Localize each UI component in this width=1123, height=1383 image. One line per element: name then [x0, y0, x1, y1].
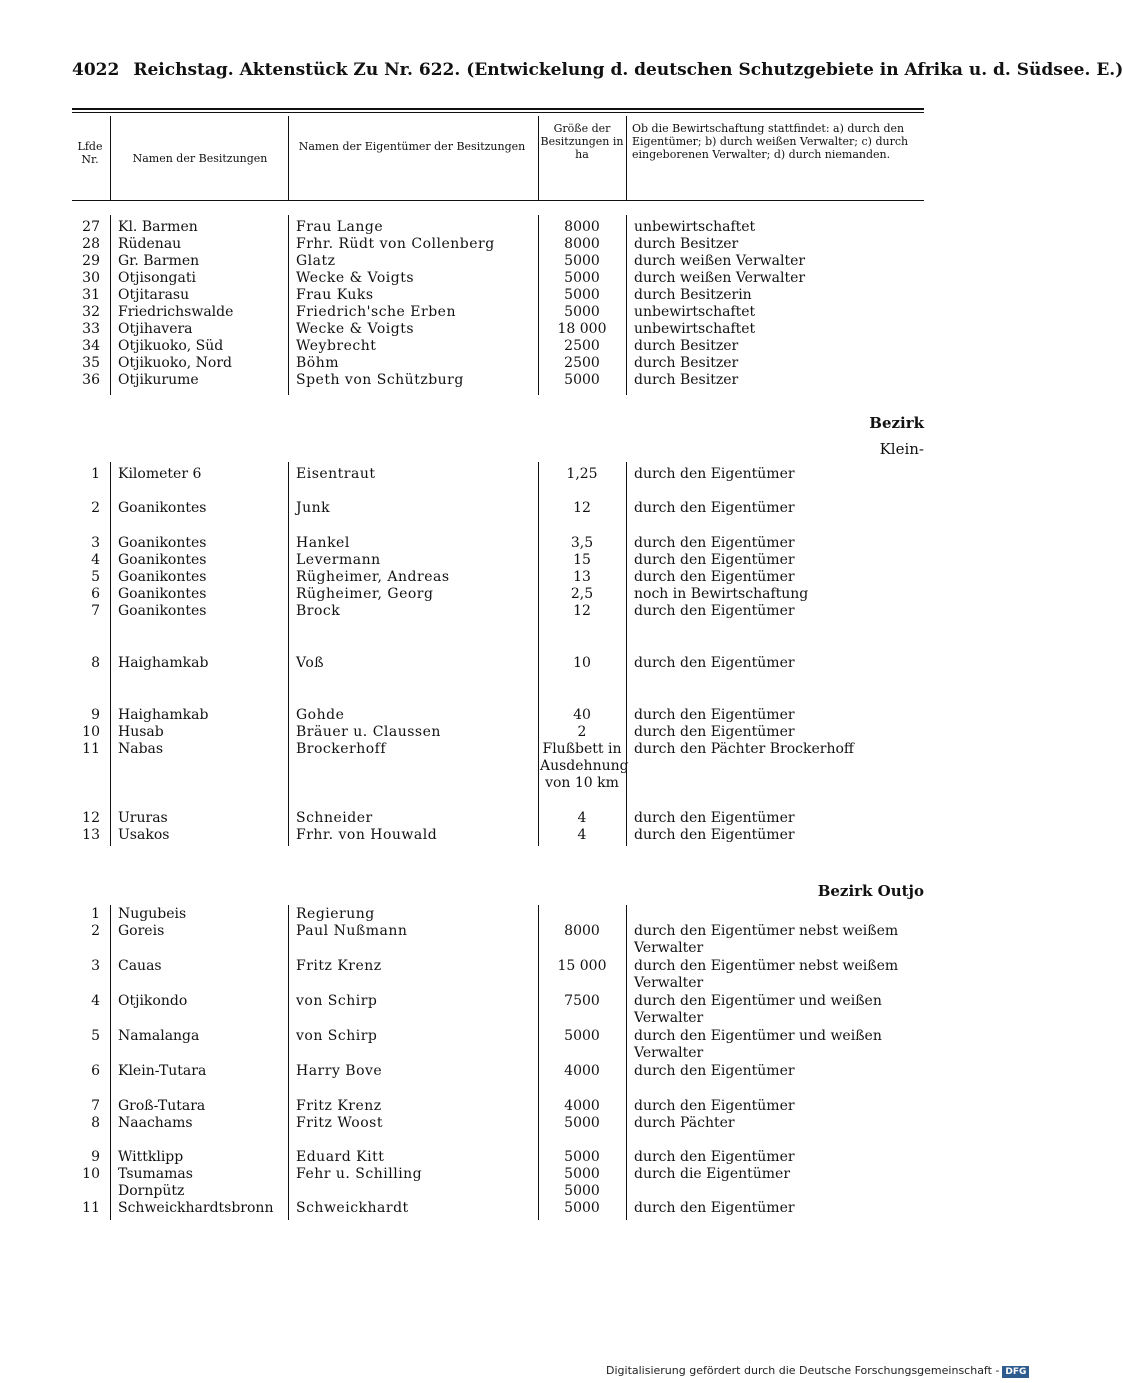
- cell-how: durch den Eigentümer und weißen Verwalter: [634, 993, 882, 1026]
- table-row: [72, 253, 932, 270]
- cell-how: durch Besitzer: [634, 338, 739, 354]
- cell-name: Kl. Barmen: [118, 219, 198, 235]
- cell-name: Goanikontes: [118, 535, 207, 551]
- cell-name: Dornpütz: [118, 1183, 185, 1199]
- table-row: [72, 304, 932, 321]
- page-title: Reichstag. Aktenstück Zu Nr. 622. (Entwickelung d. deutschen Schutzgebiete in Afrika u. d. Südsee. E.): [133, 60, 1123, 80]
- cell-owner: Frau Kuks: [296, 287, 374, 303]
- cell-size: 5000: [564, 287, 600, 303]
- table-row: [72, 1149, 932, 1166]
- cell-no: 28: [82, 236, 100, 252]
- cell-how: durch Pächter: [634, 1115, 735, 1131]
- cell-size: 12: [573, 500, 591, 516]
- cell-size: 15: [573, 552, 591, 568]
- cell-owner: Schneider: [296, 810, 373, 826]
- footer-credit: [606, 1364, 1029, 1378]
- cell-owner: Fehr u. Schilling: [296, 1166, 423, 1182]
- cell-no: 4: [91, 552, 100, 568]
- table-row: [72, 1115, 932, 1132]
- cell-owner: Hankel: [296, 535, 350, 551]
- cell-owner: Bräuer u. Claussen: [296, 724, 441, 740]
- table-row: [72, 603, 932, 620]
- cell-how: durch den Eigentümer: [634, 1063, 795, 1079]
- footer-text: Digitalisierung gefördert durch die Deutsche Forschungsgemeinschaft -: [606, 1364, 1000, 1377]
- cell-size: 10: [573, 655, 591, 671]
- cell-no: 7: [91, 603, 100, 619]
- cell-size: 3,5: [570, 535, 594, 551]
- table-row: [72, 810, 932, 827]
- cell-how: durch Besitzer: [634, 355, 739, 371]
- cell-name: Schweickhardtsbronn: [118, 1200, 274, 1216]
- cell-how: durch den Eigentümer: [634, 810, 795, 826]
- cell-how: durch den Eigentümer: [634, 1149, 795, 1165]
- cell-how: durch den Eigentümer: [634, 1200, 795, 1216]
- cell-no: 4: [91, 993, 100, 1009]
- cell-no: 12: [82, 810, 100, 826]
- cell-owner: Fritz Krenz: [296, 958, 382, 974]
- colhead-how: Ob die Bewirtschaftung stattfindet: a) durch den Eigentümer; b) durch weißen Verwalter; c) durch eingeborenen Verwalter; d) durch niemanden.: [632, 122, 909, 161]
- colhead-no: Lfde Nr.: [77, 140, 103, 166]
- dfg-logo: DFG: [1002, 1366, 1029, 1378]
- cell-name: Otjihavera: [118, 321, 193, 337]
- cell-how: durch den Eigentümer nebst weißem Verwalter: [634, 923, 899, 956]
- table-row: [72, 500, 932, 517]
- cell-owner: Frhr. von Houwald: [296, 827, 438, 843]
- cell-no: 9: [91, 1149, 100, 1165]
- cell-owner: Brockerhoff: [296, 741, 387, 757]
- cell-how: durch den Eigentümer und weißen Verwalter: [634, 1028, 882, 1061]
- cell-owner: Frau Lange: [296, 219, 384, 235]
- cell-name: Goanikontes: [118, 586, 207, 602]
- cell-size: 40: [573, 707, 591, 723]
- cell-no: 2: [91, 500, 100, 516]
- cell-owner: Glatz: [296, 253, 336, 269]
- cell-owner: Fritz Krenz: [296, 1098, 382, 1114]
- cell-owner: Rügheimer, Georg: [296, 586, 434, 602]
- cell-name: Husab: [118, 724, 164, 740]
- cell-name: Nugubeis: [118, 906, 187, 922]
- table-row: [72, 655, 932, 672]
- cell-size: 8000: [564, 219, 600, 235]
- table-row: [72, 552, 932, 569]
- table-row: [72, 270, 932, 287]
- table-row: [72, 586, 932, 603]
- table-row: [72, 906, 932, 923]
- cell-size: 5000: [564, 253, 600, 269]
- cell-no: 36: [82, 372, 100, 388]
- cell-how: durch Besitzer: [634, 236, 739, 252]
- cell-no: 1: [91, 466, 100, 482]
- colhead-name: Namen der Besitzungen: [132, 152, 268, 165]
- cell-name: Otjikuoko, Süd: [118, 338, 224, 354]
- cell-no: 7: [91, 1098, 100, 1114]
- cell-no: 5: [91, 1028, 100, 1044]
- cell-no: 35: [82, 355, 100, 371]
- page-header: [72, 60, 1123, 80]
- cell-no: 11: [82, 741, 100, 757]
- table-row: [72, 1166, 932, 1183]
- cell-how: durch den Eigentümer: [634, 1098, 795, 1114]
- cell-no: 5: [91, 569, 100, 585]
- cell-no: 10: [82, 724, 100, 740]
- cell-no: 32: [82, 304, 100, 320]
- cell-name: Cauas: [118, 958, 162, 974]
- table-row: [72, 569, 932, 586]
- cell-how: unbewirtschaftet: [634, 219, 756, 235]
- table-row: [72, 236, 932, 253]
- cell-name: Ururas: [118, 810, 168, 826]
- cell-no: 29: [82, 253, 100, 269]
- cell-size: 4000: [564, 1063, 600, 1079]
- cell-name: Otjikondo: [118, 993, 188, 1009]
- cell-how: durch weißen Verwalter: [634, 253, 806, 269]
- cell-owner: Schweickhardt: [296, 1200, 409, 1216]
- cell-owner: Speth von Schützburg: [296, 372, 464, 388]
- cell-owner: Voß: [296, 655, 325, 671]
- colhead-owner: Namen der Eigentümer der Besitzungen: [298, 140, 526, 153]
- cell-how: unbewirtschaftet: [634, 321, 756, 337]
- cell-owner: Eduard Kitt: [296, 1149, 385, 1165]
- cell-owner: Harry Bove: [296, 1063, 383, 1079]
- cell-how: durch den Eigentümer: [634, 466, 795, 482]
- cell-name: Otjikuoko, Nord: [118, 355, 232, 371]
- cell-no: 10: [82, 1166, 100, 1182]
- cell-no: 11: [82, 1200, 100, 1216]
- cell-size: 5000: [564, 304, 600, 320]
- cell-how: durch den Eigentümer: [634, 569, 795, 585]
- cell-name: Goreis: [118, 923, 165, 939]
- table-row: [72, 355, 932, 372]
- cell-size: 5000: [564, 1200, 600, 1216]
- cell-size: 5000: [564, 1115, 600, 1131]
- cell-name: Nabas: [118, 741, 164, 757]
- table-row: [72, 321, 932, 338]
- cell-size: 2500: [564, 355, 600, 371]
- cell-name: Gr. Barmen: [118, 253, 200, 269]
- cell-no: 9: [91, 707, 100, 723]
- section-heading-outjo: Bezirk Outjo: [817, 882, 924, 900]
- table-row: [72, 958, 932, 992]
- cell-owner: Frhr. Rüdt von Collenberg: [296, 236, 495, 252]
- cell-how: durch den Pächter Brockerhoff: [634, 741, 854, 757]
- table-row: [72, 827, 932, 844]
- cell-no: 30: [82, 270, 100, 286]
- table-row: [72, 338, 932, 355]
- cell-name: Namalanga: [118, 1028, 200, 1044]
- cell-name: Otjitarasu: [118, 287, 190, 303]
- cell-owner: von Schirp: [296, 1028, 378, 1044]
- table-row: [72, 741, 932, 809]
- cell-size: 4: [577, 827, 587, 843]
- cell-owner: Rügheimer, Andreas: [296, 569, 450, 585]
- cell-how: durch Besitzer: [634, 372, 739, 388]
- cell-name: Wittklipp: [118, 1149, 184, 1165]
- cell-owner: Paul Nußmann: [296, 923, 408, 939]
- cell-name: Goanikontes: [118, 552, 207, 568]
- cell-name: Groß-Tutara: [118, 1098, 206, 1114]
- cell-how: durch den Eigentümer: [634, 603, 795, 619]
- cell-name: Haighamkab: [118, 707, 209, 723]
- cell-owner: Regierung: [296, 906, 375, 922]
- cell-size: 5000: [564, 372, 600, 388]
- table-row: [72, 287, 932, 304]
- cell-size: 18 000: [557, 321, 607, 337]
- header-rule-top: [72, 108, 924, 110]
- cell-name: Goanikontes: [118, 569, 207, 585]
- cell-owner: Friedrich'sche Erben: [296, 304, 456, 320]
- cell-how: durch weißen Verwalter: [634, 270, 806, 286]
- cell-name: Friedrichswalde: [118, 304, 234, 320]
- cell-name: Naachams: [118, 1115, 193, 1131]
- col-divider: [110, 116, 111, 200]
- column-header-rule: [72, 200, 924, 201]
- cell-how: durch den Eigentümer: [634, 535, 795, 551]
- cell-name: Tsumamas: [118, 1166, 193, 1182]
- cell-how: unbewirtschaftet: [634, 304, 756, 320]
- cell-owner: Eisentraut: [296, 466, 376, 482]
- cell-owner: Fritz Woost: [296, 1115, 383, 1131]
- table-row: [72, 993, 932, 1027]
- cell-how: durch den Eigentümer: [634, 707, 795, 723]
- cell-size: 5000: [564, 1183, 600, 1199]
- col-divider: [538, 116, 539, 200]
- cell-size: 8000: [564, 236, 600, 252]
- cell-owner: Gohde: [296, 707, 345, 723]
- col-divider: [626, 116, 627, 200]
- section-heading-bezirk: Bezirk: [869, 414, 924, 432]
- cell-how: durch den Eigentümer: [634, 827, 795, 843]
- cell-size: 12: [573, 603, 591, 619]
- cell-no: 1: [91, 906, 100, 922]
- cell-name: Otjikurume: [118, 372, 199, 388]
- cell-owner: Weybrecht: [296, 338, 377, 354]
- cell-size: 13: [573, 569, 591, 585]
- cell-size: 1,25: [566, 466, 598, 482]
- cell-no: 13: [82, 827, 100, 843]
- cell-owner: Levermann: [296, 552, 381, 568]
- colhead-size: Größe der Besitzungen in ha: [540, 122, 624, 161]
- cell-name: Goanikontes: [118, 500, 207, 516]
- cell-no: 33: [82, 321, 100, 337]
- cell-size: 7500: [564, 993, 600, 1009]
- cell-owner: Wecke & Voigts: [296, 321, 415, 337]
- cell-name: Kilometer 6: [118, 466, 202, 482]
- cell-no: 3: [91, 535, 100, 551]
- cell-owner: Böhm: [296, 355, 340, 371]
- cell-size: 8000: [564, 923, 600, 939]
- cell-name: Rüdenau: [118, 236, 182, 252]
- cell-size: 5000: [564, 270, 600, 286]
- cell-how: durch die Eigentümer: [634, 1166, 791, 1182]
- cell-size: 2500: [564, 338, 600, 354]
- cell-size: 5000: [564, 1028, 600, 1044]
- cell-how: durch den Eigentümer: [634, 500, 795, 516]
- cell-how: durch den Eigentümer: [634, 724, 795, 740]
- page-number: 4022: [72, 60, 120, 80]
- table-row: [72, 1063, 932, 1080]
- cell-how: durch Besitzerin: [634, 287, 752, 303]
- table-row: [72, 372, 932, 389]
- cell-size: 2,5: [570, 586, 594, 602]
- section-heading-klein: Klein-: [879, 440, 924, 458]
- cell-how: durch den Eigentümer: [634, 655, 795, 671]
- cell-size: 2: [577, 724, 587, 740]
- table-row: [72, 219, 932, 236]
- cell-no: 8: [91, 1115, 100, 1131]
- cell-size: 15 000: [557, 958, 607, 974]
- table-row: [72, 1028, 932, 1062]
- cell-name: Otjisongati: [118, 270, 196, 286]
- cell-name: Klein-Tutara: [118, 1063, 207, 1079]
- cell-no: 6: [91, 586, 100, 602]
- cell-owner: Wecke & Voigts: [296, 270, 415, 286]
- cell-no: 34: [82, 338, 100, 354]
- cell-owner: Brock: [296, 603, 341, 619]
- table-row: [72, 1183, 932, 1200]
- table-row: [72, 1200, 932, 1217]
- cell-how: durch den Eigentümer: [634, 552, 795, 568]
- cell-no: 31: [82, 287, 100, 303]
- cell-no: 8: [91, 655, 100, 671]
- cell-size: 4: [577, 810, 587, 826]
- cell-no: 3: [91, 958, 100, 974]
- table-row: [72, 707, 932, 724]
- cell-size: Flußbett in Ausdehnung von 10 km: [540, 741, 629, 791]
- cell-name: Haighamkab: [118, 655, 209, 671]
- cell-no: 6: [91, 1063, 100, 1079]
- cell-name: Goanikontes: [118, 603, 207, 619]
- cell-owner: von Schirp: [296, 993, 378, 1009]
- cell-no: 2: [91, 923, 100, 939]
- col-divider: [288, 116, 289, 200]
- cell-how: durch den Eigentümer nebst weißem Verwalter: [634, 958, 899, 991]
- table-row: [72, 724, 932, 741]
- cell-no: 27: [82, 219, 100, 235]
- cell-size: 5000: [564, 1149, 600, 1165]
- table-row: [72, 923, 932, 957]
- cell-size: 5000: [564, 1166, 600, 1182]
- cell-size: 4000: [564, 1098, 600, 1114]
- table-row: [72, 1098, 932, 1115]
- cell-how: noch in Bewirtschaftung: [634, 586, 809, 602]
- table-row: [72, 535, 932, 552]
- cell-owner: Junk: [296, 500, 331, 516]
- table-row: [72, 466, 932, 483]
- header-rule-bottom: [72, 112, 924, 113]
- cell-name: Usakos: [118, 827, 170, 843]
